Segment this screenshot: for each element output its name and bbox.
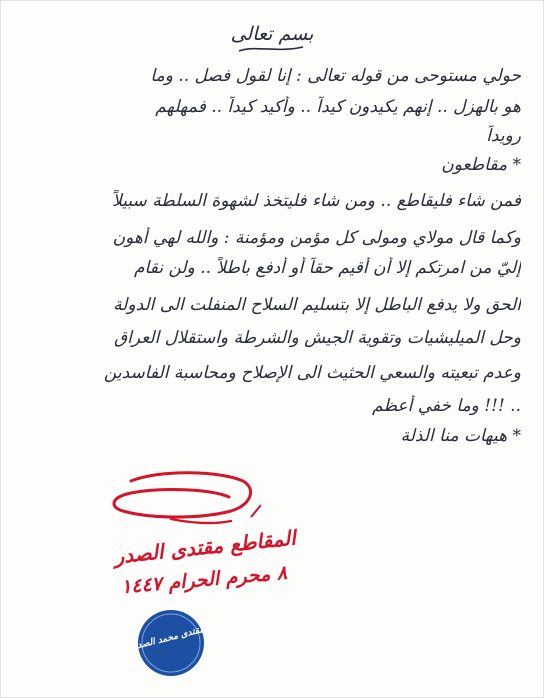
letter-line-3: رويداً (486, 126, 521, 146)
heading-underline-stroke (237, 43, 307, 55)
letter-line-1: حولي مستوحى من قوله تعالى : إنا لقول فصل .. وما (150, 66, 521, 86)
signature-name: المقاطع مقتدى الصدر (113, 525, 297, 569)
signature-scribble (101, 467, 261, 537)
letter-line-10: وعدم تبعيته والسعي الحثيث الى الإصلاح ومحاسبة الفاسدين (103, 363, 521, 383)
bismillah-heading: بسم تعالى (230, 23, 314, 45)
letter-line-7: إليّ من امرتكم إلا أن أقيم حقاً أو أدفع باطلاً .. ولن نقام (134, 258, 521, 278)
letter-line-6: وكما قال مولاي ومولى كل مؤمن ومؤمنة : والله لهي أهون (112, 228, 521, 248)
letter-line-9: وحل الميليشيات وتقوية الجيش والشرطة واستقلال العراق (113, 328, 521, 348)
letter-line-2: هو بالهزل .. إنهم يكيدون كيداً .. وأكيد كيداً .. فمهلهم (155, 97, 521, 117)
signature-date: ٨ محرم الحرام ١٤٤٧ (120, 561, 288, 599)
closing-slogan: * هيهات منا الذلة (400, 426, 521, 446)
letter-line-11: .. !!! وما خفي أعظم (372, 396, 521, 416)
letter-line-8: الحق ولا يدفع الباطل إلا بتسليم السلاح المنفلت الى الدولة (113, 295, 521, 315)
seal-text: مقتدى محمد الصدر (132, 624, 206, 653)
section-heading-boycott: * مقاطعون (441, 155, 521, 175)
letter-line-5: فمن شاء فليقاطع .. ومن شاء فليتخذ لشهوة السلطة سبيلاً (112, 191, 521, 211)
